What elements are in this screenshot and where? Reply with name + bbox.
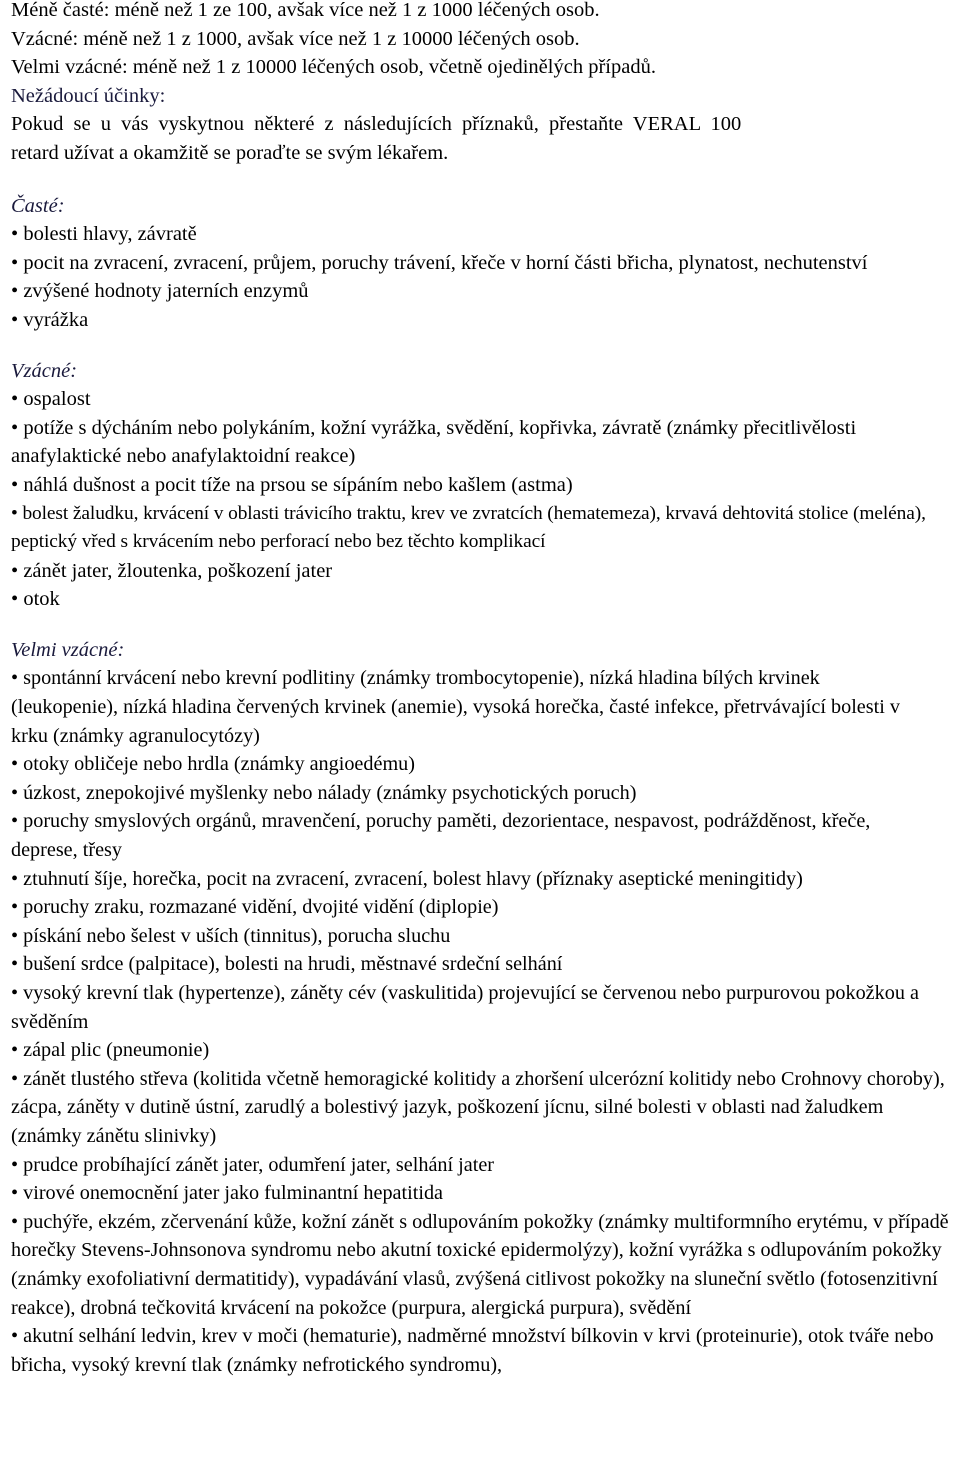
list-item: • prudce probíhající zánět jater, odumření jater, selhání jater — [11, 1151, 956, 1180]
intro-line: Méně časté: méně než 1 ze 100, avšak více než 1 z 1000 léčených osob. — [11, 0, 600, 21]
warning-text-continued: retard užívat a okamžitě se poraďte se svým lékařem. — [11, 141, 449, 164]
intro-line: Vzácné: méně než 1 z 1000, avšak více než 1 z 10000 léčených osob. — [11, 27, 580, 50]
rare-list — [11, 385, 956, 614]
list-item-text: puchýře, ekzém, zčervenání kůže, kožní zánět s odlupováním pokožky (známky multiformního erytému, v případě horečky Stevens-Johnsonova syndromu nebo akutní toxické epidermolýzy), kožní vyrážka s odlupováním pokožky (známky exofoliativní dermatitidy), vypadávání vlasů, zvýšená citlivost pokožky na sluneční světlo (fotosenzitivní reakce), drobná tečkovitá krvácení na pokožce (purpura, alergická purpura), svědění — [11, 1210, 949, 1319]
list-item-text: potíže s dýcháním nebo polykáním, kožní vyrážka, svědění, kopřivka, závratě (známky přecitlivělosti anafylaktické nebo anafylaktoidní reakce) — [11, 416, 857, 468]
list-item — [11, 664, 956, 750]
list-item: • zápal plic (pneumonie) — [11, 1036, 956, 1065]
list-item: • otok — [11, 585, 956, 614]
very-rare-list — [11, 664, 956, 1379]
list-item: • ospalost — [11, 385, 956, 414]
list-item — [11, 1065, 956, 1151]
list-item-text: akutní selhání ledvin, krev v moči (hematurie), nadměrné množství bílkovin v krvi (proteinurie), otok tváře nebo břicha, vysoký krevní tlak (známky nefrotického syndromu), — [11, 1325, 934, 1376]
list-item: • virové onemocnění jater jako fulminantní hepatitida — [11, 1179, 956, 1208]
list-item: • pískání nebo šelest v uších (tinnitus), porucha sluchu — [11, 922, 956, 951]
list-item: • poruchy zraku, rozmazané vidění, dvojité vidění (diplopie) — [11, 893, 956, 922]
list-item: • zvýšené hodnoty jaterních enzymů — [11, 277, 956, 306]
side-effects-heading: Nežádoucí účinky: — [11, 84, 166, 107]
list-item: • bušení srdce (palpitace), bolesti na hrudi, městnavé srdeční selhání — [11, 950, 956, 979]
list-item: • náhlá dušnost a pocit tíže na prsou se sípáním nebo kašlem (astma) — [11, 471, 956, 500]
list-item — [11, 249, 956, 278]
list-item-text: ztuhnutí šíje, horečka, pocit na zvracení, zvracení, bolest hlavy (příznaky aseptické meningitidy) — [23, 867, 803, 890]
list-item-text: spontánní krvácení nebo krevní podlitiny (známky trombocytopenie), nízká hladina bílých krvinek (leukopenie), nízká hladina červených krvinek (anemie), vysoká horečka, časté infekce, přetrvávající bolesti v krku (známky agranulocytózy) — [11, 667, 900, 747]
rare-heading: Vzácné: — [11, 359, 78, 382]
intro-line: Velmi vzácné: méně než 1 z 10000 léčených osob, včetně ojedinělých případů. — [11, 56, 656, 79]
list-item-text: poruchy smyslových orgánů, mravenčení, poruchy paměti, dezorientace, nespavost, podrážděnost, křeče, deprese, třesy — [11, 810, 871, 862]
list-item — [11, 1322, 956, 1379]
list-item-text: vysoký krevní tlak (hypertenze), záněty cév (vaskulitida) projevující se červenou nebo purpurovou pokožkou a svěděním — [11, 982, 919, 1033]
list-item: • otoky obličeje nebo hrdla (známky angioedému) — [11, 750, 956, 779]
list-item-text: bolest žaludku, krvácení v oblasti trávicího traktu, krev ve zvratcích (hematemeza), krvavá dehtovitá stolice (meléna), peptický vřed s krvácením nebo perforací nebo bez těchto komplikací — [11, 502, 926, 553]
list-item — [11, 979, 956, 1036]
list-item: • úzkost, znepokojivé myšlenky nebo nálady (známky psychotických poruch) — [11, 779, 956, 808]
common-heading: Časté: — [11, 194, 65, 217]
list-item — [11, 414, 956, 471]
warning-paragraph — [11, 110, 956, 139]
list-item — [11, 500, 956, 557]
list-item-text: pocit na zvracení, zvracení, průjem, poruchy trávení, křeče v horní části břicha, plynatost, nechutenství — [23, 251, 868, 274]
list-item: • zánět jater, žloutenka, poškození jater — [11, 557, 956, 586]
list-item — [11, 1208, 956, 1322]
warning-text: Pokud se u vás vyskytnou některé z následujících příznaků, přestaňte VERAL 100 — [11, 113, 742, 136]
very-rare-heading: Velmi vzácné: — [11, 638, 125, 661]
common-list — [11, 220, 956, 334]
list-item: • vyrážka — [11, 306, 956, 335]
list-item — [11, 807, 956, 864]
list-item-text: zánět tlustého střeva (kolitida včetně hemoragické kolitidy a zhoršení ulcerózní kolitidy nebo Crohnovy choroby), zácpa, záněty v dutině ústní, zarudlý a bolestivý jazyk, poškození jícnu, silné bolesti v oblasti nad žaludkem (známky zánětu slinivky) — [11, 1067, 945, 1147]
list-item — [11, 865, 956, 894]
list-item: • bolesti hlavy, závratě — [11, 220, 956, 249]
